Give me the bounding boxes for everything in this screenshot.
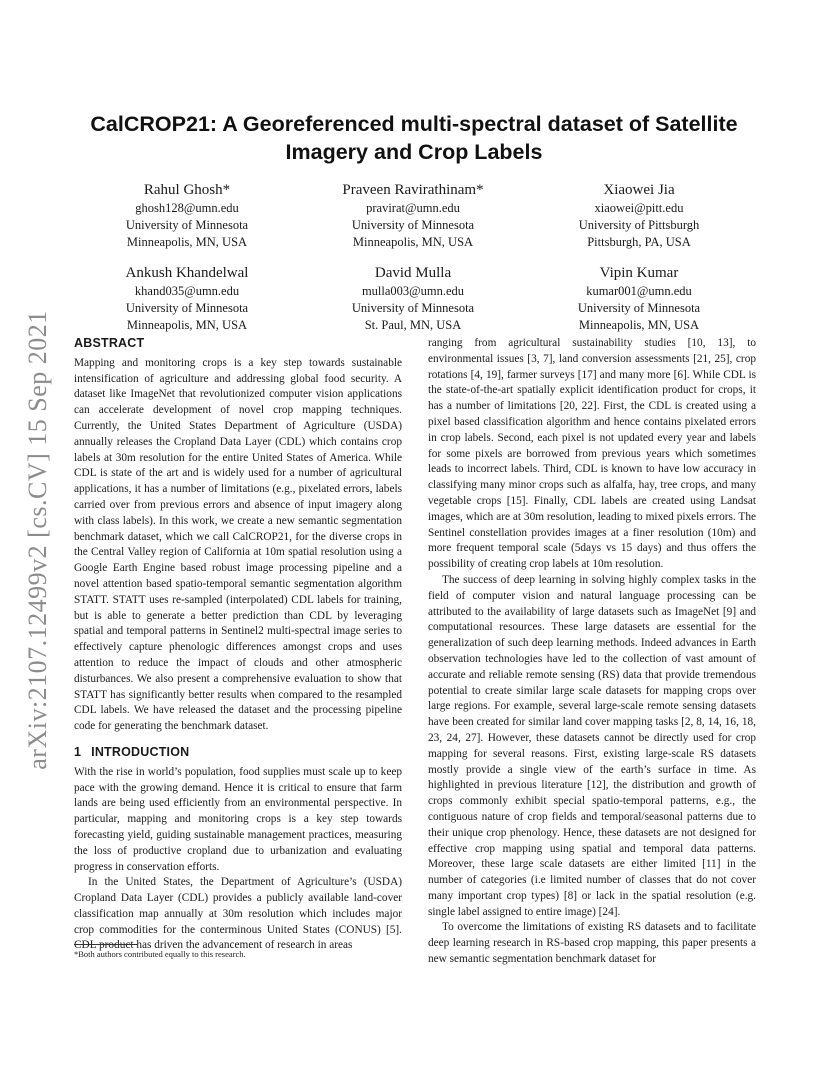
author-name: David Mulla [374,265,452,281]
author [74,263,300,334]
author-affiliation: University of Minnesota [125,218,249,232]
author [74,180,300,251]
author-affiliation: University of Minnesota [351,301,475,315]
author-affiliation: University of Minnesota [125,301,249,315]
arxiv-stamp [18,290,58,790]
arxiv-stamp-text: arXiv:2107.12499v2 [cs.CV] 15 Sep 2021 [23,310,53,770]
paper-title: CalCROP21: A Georeferenced multi-spectral dataset of Satellite Imagery and Crop Labels [90,112,738,164]
author-email: mulla003@umn.edu [361,284,465,298]
author [526,263,752,334]
author [526,180,752,251]
author-name: Praveen Ravirathinam* [342,182,484,198]
section-title: INTRODUCTION [91,744,190,759]
introduction-heading [74,745,402,761]
author [300,263,526,334]
author-email: khand035@umn.edu [134,284,240,298]
body-paragraph: ranging from agricultural sustainability studies [10, 13], to environmental issues [3, 7], land conversion assessments [21, 25], crop rotations [4, 19], farmer surveys [17] and many more [6]. While CDL is the state-of-the-art spatially explicit identification product for crops, it has a number of limitations [20, 22]. First, the CDL is created using a pixel based classification algorithm and hence contains pixelated errors in crop labels. Second, each pixel is not updated every year and labels for some pixels are borrowed from previous years which sometimes leads to incorrect labels. Third, CDL is known to have low accuracy in classifying many minor crops such as alfalfa, hay, tree crops, and many vegetable crops [15]. Finally, CDL labels are created using Landsat images, which are at 30m resolution, leading to mixed pixels errors. The Sentinel constellation provides images at a finer resolution (10m) and more frequent temporal scale (5days vs 15 days) and thus offers the possibility of creating crop labels at 10m resolution. [428,337,756,571]
author-location: Minneapolis, MN, USA [126,318,248,332]
author-email: ghosh128@umn.edu [135,201,239,215]
author-email: kumar001@umn.edu [586,284,692,298]
author-row [74,263,752,334]
author-name: Rahul Ghosh* [143,182,231,198]
author-email: pravirat@umn.edu [366,201,460,215]
footnote: *Both authors contributed equally to this research. [74,949,246,959]
author-location: Pittsburgh, PA, USA [587,235,691,249]
author-block [74,180,752,346]
author [300,180,526,251]
author-location: St. Paul, MN, USA [364,318,462,332]
footnote-divider [74,944,138,945]
body-paragraph: With the rise in world’s population, food supplies must scale up to keep pace with the growing demand. Hence it is critical to ensure that farm lands are being used efficiently from an environmental perspective. In particular, mapping and monitoring crops is a key step towards forecasting yield, guiding sustainable management practices, measuring the loss of productive cropland due to urbanization and evaluating progress in conservation efforts. [74,765,402,873]
right-column [428,336,756,968]
section-number: 1 [74,744,82,759]
body-paragraph: To overcome the limitations of existing RS datasets and to facilitate deep learning research in RS-based crop mapping, this paper presents a new semantic segmentation benchmark dataset for [428,921,756,966]
author-affiliation: University of Minnesota [351,218,475,232]
author-name: Ankush Khandelwal [125,265,249,281]
author-affiliation: University of Pittsburgh [578,218,700,232]
body-paragraph: The success of deep learning in solving highly complex tasks in the field of computer vision and natural language processing can be attributed to the availability of large datasets such as ImageNet [9] and computational resources. These large datasets are essential for the generalization of such deep learning methods. Indeed advances in Earth observation technologies have led to the collection of vast amount of accurate and reliable remote sensing (RS) data that provide tremendous potential to create similar large scale datasets for mapping crops over large regions. For example, several large-scale remote sensing datasets have been created for similar land cover mapping tasks [2, 8, 14, 16, 18, 23, 24, 27]. However, these datasets cannot be directly used for crop mapping for several reasons. First, existing large-scale RS datasets mostly provide a single view of the earth’s surface in time. As highlighted in previous literature [12], the distribution and growth of crops commonly exhibit special spatio-temporal patterns, e.g., the contiguous nature of crop fields and temporal/seasonal patterns due to their unique crop phenology. Hence, these datasets are not designed for effective crop mapping using spatial and temporal data patterns. Moreover, these large scale datasets are either limited [11] in the number of categories (i.e limited number of classes that do not cover many important crop types) [8] or lack in the spatial resolution (e.g. single label assigned to entire image) [24]. [428,573,756,918]
author-location: Minneapolis, MN, USA [126,235,248,249]
abstract-text: Mapping and monitoring crops is a key step towards sustainable intensification of agriculture and addressing global food security. A dataset like ImageNet that revolutionized computer vision applications can accelerate development of novel crop mapping techniques. Currently, the United States Department of Agriculture (USDA) annually releases the Cropland Data Layer (CDL) which contains crop labels at 30m resolution for the entire United States of America. While CDL is state of the art and is widely used for a number of agricultural applications, it has a number of limitations (e.g., pixelated errors, labels carried over from previous errors and absence of input imagery along with class labels). In this work, we create a new semantic segmentation benchmark dataset, which we call CalCROP21, for the diverse crops in the Central Valley region of California at 10m spatial resolution using a Google Earth Engine based robust image processing pipeline and a novel attention based spatio-temporal semantic segmentation algorithm STATT. STATT uses re-sampled (interpolated) CDL labels for training, but is able to generate a better prediction than CDL by leveraging spatial and temporal patterns in Sentinel2 multi-spectral image series to effectively capture phenologic differences amongst crops and uses attention to reduce the impact of clouds and other atmospheric disturbances. We also present a comprehensive evaluation to show that STATT has significantly better results when compared to the resampled CDL labels. We have released the dataset and the processing pipeline code for generating the benchmark dataset. [74,356,402,733]
left-column [74,336,402,954]
body-paragraph: In the United States, the Department of Agriculture’s (USDA) Cropland Data Layer (CDL) provides a publicly available land-cover classification map annually at 30m resolution which includes major crop commodities for the conterminous United States (CONUS) [5]. CDL product has driven the advancement of research in areas [74,876,402,952]
author-email: xiaowei@pitt.edu [594,201,684,215]
abstract-heading: ABSTRACT [74,336,145,350]
author-location: Minneapolis, MN, USA [352,235,474,249]
author-name: Vipin Kumar [599,265,679,281]
author-location: Minneapolis, MN, USA [578,318,700,332]
author-name: Xiaowei Jia [603,182,675,198]
author-affiliation: University of Minnesota [577,301,701,315]
author-row [74,180,752,251]
